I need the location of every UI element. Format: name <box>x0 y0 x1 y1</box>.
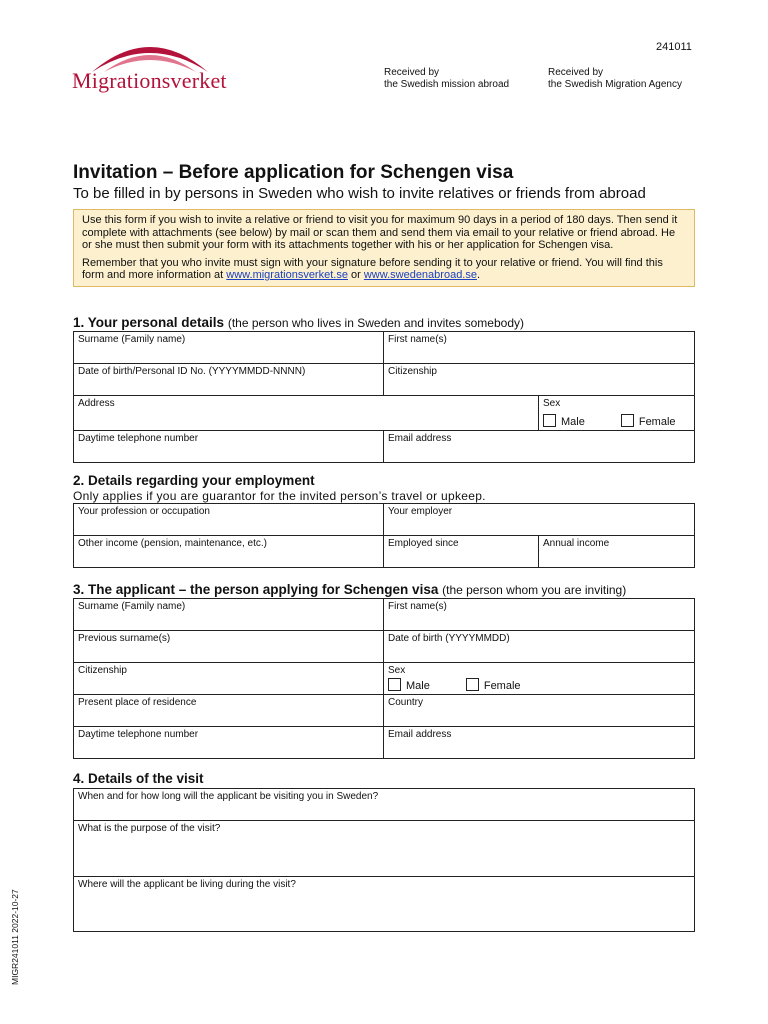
received-by-mission: Received by the Swedish mission abroad <box>384 67 510 90</box>
form-number: 241011 <box>656 41 692 53</box>
section-2-table <box>73 503 695 568</box>
field-applicant-country[interactable]: Country <box>384 695 695 727</box>
field-applicant-previous-surnames[interactable]: Previous surname(s) <box>74 631 384 663</box>
section-4-heading: 4. Details of the visit <box>73 771 204 786</box>
field-surname[interactable]: Surname (Family name) <box>74 332 384 364</box>
field-dob-id[interactable]: Date of birth/Personal ID No. (YYYYMMDD-NNNN) <box>74 364 384 396</box>
received-by-agency: Received by the Swedish Migration Agency <box>548 67 682 90</box>
field-applicant-citizenship[interactable]: Citizenship <box>74 663 384 695</box>
section-2-heading: 2. Details regarding your employment <box>73 473 315 488</box>
checkbox-applicant-male[interactable] <box>388 678 401 691</box>
field-profession[interactable]: Your profession or occupation <box>74 504 384 536</box>
field-annual-income[interactable]: Annual income <box>539 536 695 568</box>
field-sex: Sex Male Female <box>539 396 695 431</box>
section-3-table <box>73 598 695 759</box>
section-1-table <box>73 331 695 463</box>
info-box <box>73 209 695 287</box>
checkbox-male[interactable] <box>543 414 556 427</box>
field-applicant-email[interactable]: Email address <box>384 727 695 759</box>
section-2-subheading: Only applies if you are guarantor for the invited person’s travel or upkeep. <box>73 489 486 503</box>
field-visit-living[interactable]: Where will the applicant be living during the visit? <box>74 877 695 932</box>
field-address[interactable]: Address <box>74 396 539 431</box>
field-employer[interactable]: Your employer <box>384 504 695 536</box>
section-4-table <box>73 788 695 932</box>
form-code-vertical: MIGR241011 2022-10-27 <box>10 889 20 985</box>
page-subtitle: To be filled in by persons in Sweden who wish to invite relatives or friends from abroad <box>73 185 646 202</box>
link-migrationsverket[interactable]: www.migrationsverket.se <box>226 269 348 281</box>
info-paragraph-1: Use this form if you wish to invite a relative or friend to visit you for maximum 90 days in a period of 180 days. Then send it complete with attachments (see below) by mail or scan them and send them via email to your relative or friend abroad. He or she must then submit your form with its attachments together with his or her application for Schengen visa. <box>82 214 678 251</box>
info-paragraph-2: Remember that you who invite must sign with your signature before sending it to your relative or friend. You will find this form and more information at www.migrationsverket.se or www.swedenabroad.se. <box>82 256 663 281</box>
field-first-names[interactable]: First name(s) <box>384 332 695 364</box>
field-applicant-dob[interactable]: Date of birth (YYYYMMDD) <box>384 631 695 663</box>
field-other-income[interactable]: Other income (pension, maintenance, etc.) <box>74 536 384 568</box>
logo-text: Migrationsverket <box>72 68 227 93</box>
field-phone[interactable]: Daytime telephone number <box>74 431 384 463</box>
field-employed-since[interactable]: Employed since <box>384 536 539 568</box>
field-applicant-residence[interactable]: Present place of residence <box>74 695 384 727</box>
field-citizenship[interactable]: Citizenship <box>384 364 695 396</box>
field-applicant-first-names[interactable]: First name(s) <box>384 599 695 631</box>
field-applicant-sex: Sex Male Female <box>384 663 695 695</box>
field-visit-purpose[interactable]: What is the purpose of the visit? <box>74 821 695 877</box>
page-title: Invitation – Before application for Schengen visa <box>73 162 514 183</box>
section-1-heading: 1. Your personal details (the person who lives in Sweden and invites somebody) <box>73 315 524 330</box>
section-3-heading: 3. The applicant – the person applying for Schengen visa (the person whom you are inviting) <box>73 582 627 597</box>
link-swedenabroad[interactable]: www.swedenabroad.se <box>363 269 477 281</box>
field-email[interactable]: Email address <box>384 431 695 463</box>
field-visit-when[interactable]: When and for how long will the applicant be visiting you in Sweden? <box>74 789 695 821</box>
checkbox-applicant-female[interactable] <box>466 678 479 691</box>
checkbox-female[interactable] <box>621 414 634 427</box>
field-applicant-phone[interactable]: Daytime telephone number <box>74 727 384 759</box>
field-applicant-surname[interactable]: Surname (Family name) <box>74 599 384 631</box>
